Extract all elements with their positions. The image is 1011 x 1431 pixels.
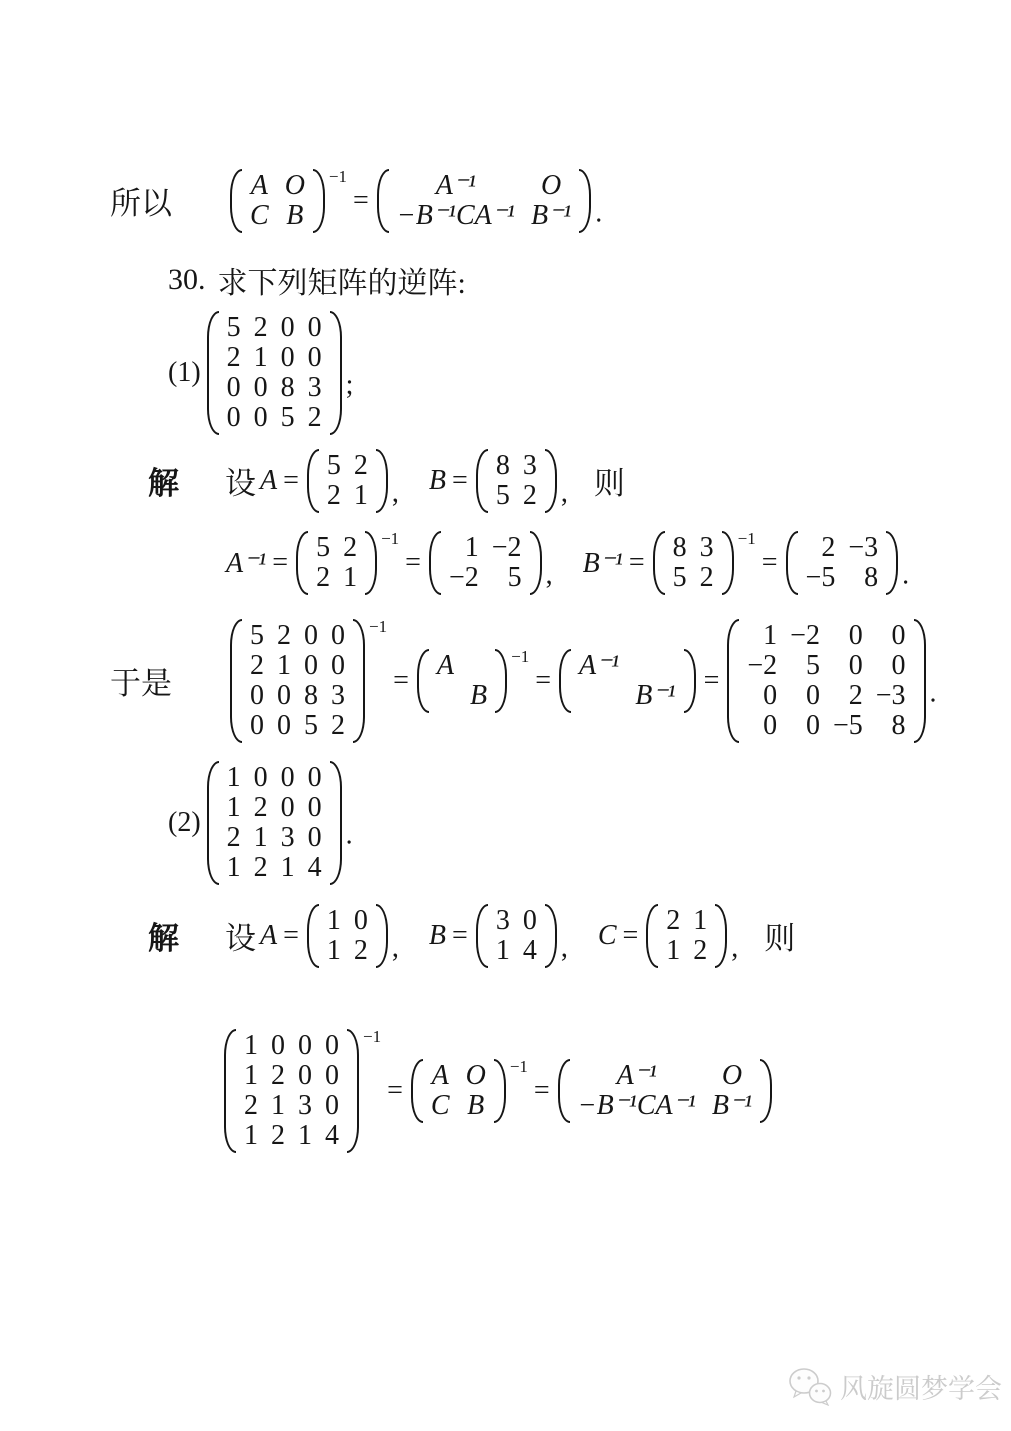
equals-sign: =: [628, 546, 645, 578]
matrix-m1-inverse: 1 −2 0 0 −2 5 0 0 0 0 2 −3 0 0 −5 8: [727, 618, 925, 744]
matrix-exponent: −1: [737, 529, 756, 548]
equals-sign: =: [283, 919, 299, 951]
matrix-AOCB-with-exponent: [409, 1058, 528, 1124]
matrix-m1: 5 2 0 0 2 1 0 0 0 0 8 3 0 0 5 2: [230, 618, 365, 744]
matrix-diag-AB-inverse: A⁻¹ B⁻¹: [559, 648, 696, 714]
matrix-exponent: −1: [511, 646, 530, 666]
matrix-AOCB: A O C B: [230, 168, 325, 234]
solution-1-result: [110, 618, 937, 744]
label-yushi: 于是: [110, 666, 172, 702]
label-ze: 则: [593, 466, 625, 502]
comma: ,: [731, 932, 739, 964]
equals-sign: =: [622, 919, 639, 951]
matrix-exponent: −1: [369, 617, 388, 636]
label-she: 设: [225, 466, 256, 502]
equals-sign: =: [353, 184, 369, 216]
matrix-diag-AB: A B: [417, 648, 507, 714]
matrix-B2: 3 0 1 4: [476, 903, 557, 969]
equals-sign: =: [272, 546, 289, 578]
equals-sign: =: [283, 464, 299, 496]
label-jie: 解: [148, 921, 179, 957]
equals-sign: =: [761, 546, 778, 578]
line-conclusion: [110, 168, 602, 234]
matrix-block-inverse-result: A⁻¹ O −B⁻¹CA⁻¹ B⁻¹: [558, 1058, 772, 1124]
equals-sign: =: [452, 919, 468, 951]
var-B-inverse: B⁻¹: [582, 547, 623, 579]
comma: ,: [545, 559, 553, 591]
equals-sign: =: [535, 664, 551, 696]
solution-1-inverses: [226, 530, 909, 596]
label-she: 设: [225, 921, 256, 957]
equals-sign: =: [703, 664, 720, 696]
solution-2-result: [222, 1028, 774, 1154]
matrix-block-inverse-result: A⁻¹ O −B⁻¹CA⁻¹ B⁻¹: [377, 168, 591, 234]
period: .: [345, 819, 353, 851]
matrix-AOCB: A O C B: [411, 1058, 506, 1124]
matrix-A1: 5 2 2 1: [307, 448, 388, 514]
matrix-m2: 1 0 0 0 1 2 0 0 2 1 3 0 1 2 1 4: [207, 760, 342, 886]
wechat-icon: [788, 1366, 832, 1406]
matrix-m1: 5 2 0 0 2 1 0 0 0 0 8 3 0 0 5 2: [207, 310, 342, 436]
comma: ,: [560, 477, 568, 509]
problem-heading: [168, 258, 466, 302]
solution-1-setup: [148, 448, 625, 514]
watermark-text: 风旋圆梦学会: [840, 1373, 1002, 1404]
label-jie: 解: [148, 466, 179, 502]
comma: ,: [391, 477, 399, 509]
matrix-B1: 8 3 5 2: [653, 530, 734, 596]
var-B: B: [428, 919, 447, 951]
solution-2-setup: [148, 903, 795, 969]
comma: ,: [560, 932, 568, 964]
matrix-A1: 5 2 2 1: [296, 530, 377, 596]
problem-number: 30.: [168, 263, 206, 296]
matrix-B1-with-exponent: [651, 530, 756, 596]
problem-title: 求下列矩阵的逆阵:: [217, 267, 466, 300]
equals-sign: =: [405, 546, 421, 578]
matrix-AOCB-with-exponent: [228, 168, 347, 234]
matrix-B1-inverse: 2 −3 −5 8: [786, 530, 899, 596]
label-ze: 则: [764, 921, 796, 957]
matrix-m1-with-exponent: [228, 618, 387, 744]
matrix-exponent: −1: [328, 167, 348, 186]
matrix-exponent: −1: [381, 529, 400, 548]
matrix-A1-inverse: 1 −2 −2 5: [429, 530, 542, 596]
period: .: [929, 677, 937, 709]
matrix-m2: 1 0 0 0 1 2 0 0 2 1 3 0 1 2 1 4: [224, 1028, 359, 1154]
equals-sign: =: [452, 464, 468, 496]
matrix-m2-with-exponent: [222, 1028, 381, 1154]
matrix-exponent: −1: [509, 1056, 528, 1076]
period: .: [595, 197, 603, 229]
var-A: A: [260, 464, 278, 496]
var-B: B: [428, 464, 447, 496]
var-A-inverse: A⁻¹: [226, 547, 267, 579]
var-C: C: [597, 919, 617, 951]
semicolon: ;: [345, 369, 354, 401]
comma: ,: [391, 932, 399, 964]
item-2: [168, 760, 353, 886]
var-A: A: [260, 919, 278, 951]
matrix-diag-AB-with-exponent: [415, 648, 529, 714]
watermark: [788, 1366, 1002, 1406]
label-suoyi: 所以: [110, 186, 172, 222]
item-1-label: (1): [168, 356, 201, 388]
equals-sign: =: [533, 1074, 550, 1106]
matrix-B1: 8 3 5 2: [476, 448, 557, 514]
matrix-C2: 2 1 1 2: [646, 903, 727, 969]
equals-sign: =: [393, 664, 409, 696]
matrix-exponent: −1: [363, 1027, 382, 1046]
period: .: [902, 559, 910, 591]
matrix-A1-with-exponent: [294, 530, 399, 596]
equals-sign: =: [387, 1074, 403, 1106]
item-2-label: (2): [168, 806, 201, 838]
item-1: [168, 310, 353, 436]
matrix-A2: 1 0 1 2: [307, 903, 388, 969]
